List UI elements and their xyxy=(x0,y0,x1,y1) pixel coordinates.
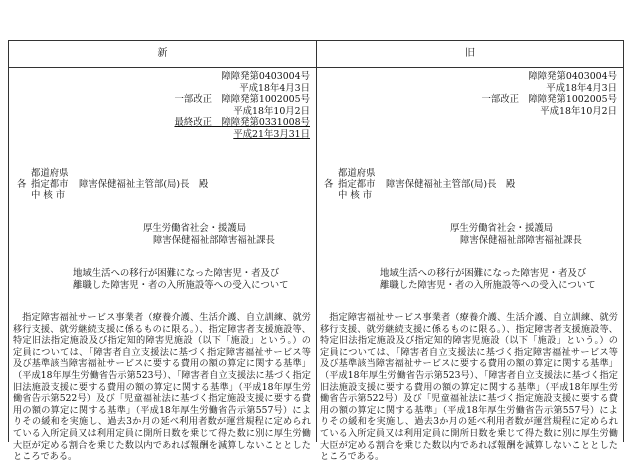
old-division: 障害保健福祉部障害福祉課長 xyxy=(460,235,582,246)
new-final-date: 平成21年3月31日 xyxy=(233,128,310,140)
old-column xyxy=(320,68,618,463)
new-column xyxy=(13,68,311,463)
header-new: 新 xyxy=(157,48,168,59)
old-addr-core: 中核市 xyxy=(338,190,376,201)
new-addr-each: 各 xyxy=(17,179,27,190)
old-addr-dept: 障害保健福祉主管部(局)長 殿 xyxy=(386,179,516,190)
comparison-table xyxy=(8,40,624,463)
new-division: 障害保健福祉部障害福祉課長 xyxy=(153,235,275,246)
new-subject-line2: 離職した障害児・者の入所施設等への受入について xyxy=(73,280,289,291)
new-body: 指定障害福祉サービス事業者（療養介護、生活介護、自立訓練、就労移行支援、就労継続支援に係るものに限る。）、指定障害者支援施設等、特定旧法指定施設及び指定知的障害児施設（以下「施設」という。）の定員については、「障害者自立支援法に基づく指定障害福祉サービス等及び基準該当障害福祉サービスに要する費用の額の算定に関する基準」（平成18年厚生労働省告示第523号）、「障害者自立支援法に基づく指定旧法施設支援に要する費用の額の算定に関する基準」（平成18年厚生労働省告示第522号）及び「児童福祉法に基づく指定施設支援に要する費用の額の算定に関する基準」（平成18年厚生労働省告示第557号）によりその緩和を実施し、過去3か月の延べ利用者数が運営規程に定められている入所定員又は利用定員に開所日数を乗じて得た数に別に厚生労働大臣が定める割合を乗じた数以内であれば報酬を減算しないこととしたところである。 xyxy=(13,312,311,463)
new-addr-core: 中核市 xyxy=(31,190,69,201)
new-amend-line: 一部改正 障障発第1002005号 xyxy=(174,94,310,105)
new-notice-number: 障障発第0403004号 xyxy=(221,71,310,82)
old-notice-date: 平成18年4月3日 xyxy=(546,82,617,94)
new-addr-dept: 障害保健福祉主管部(局)長 殿 xyxy=(79,179,209,190)
old-subject-line1: 地域生活への移行が困難になった障害児・者及び xyxy=(380,268,587,279)
new-addr-city: 指定都市 xyxy=(31,179,69,190)
old-ministry: 厚生労働省社会・援護局 xyxy=(450,223,554,234)
new-notice-header xyxy=(174,71,310,140)
old-addr-pref: 都道府県 xyxy=(338,168,376,179)
old-notice-header xyxy=(481,71,617,117)
old-amend-date: 平成18年10月2日 xyxy=(540,105,617,117)
old-body: 指定障害福祉サービス事業者（療養介護、生活介護、自立訓練、就労移行支援、就労継続支援に係るものに限る。）、指定障害者支援施設等、特定旧法指定施設及び指定知的障害児施設（以下「施設」という。）の定員については、「障害者自立支援法に基づく指定障害福祉サービス等及び基準該当障害福祉サービスに要する費用の額の算定に関する基準」（平成18年厚生労働省告示第523号）、「障害者自立支援法に基づく指定旧法施設支援に要する費用の額の算定に関する基準」（平成18年厚生労働省告示第522号）及び「児童福祉法に基づく指定施設支援に要する費用の額の算定に関する基準」（平成18年厚生労働省告示第557号）によりその緩和を実施し、過去3か月の延べ利用者数が運営規程に定められている入所定員又は利用定員に開所日数を乗じて得た数に別に厚生労働大臣が定める割合を乗じた数以内であれば報酬を減算しないこととしたところである。 xyxy=(320,312,618,463)
new-addr-pref: 都道府県 xyxy=(31,168,69,179)
old-subject-line2: 離職した障害児・者の入所施設等への受入について xyxy=(380,280,596,291)
new-notice-date: 平成18年4月3日 xyxy=(239,82,310,94)
new-amend-date: 平成18年10月2日 xyxy=(233,105,310,117)
new-final-line: 最終改正 障障発第0331008号 xyxy=(174,117,310,128)
old-addr-city: 指定都市 xyxy=(338,179,376,190)
old-amend-line: 一部改正 障障発第1002005号 xyxy=(481,94,617,105)
old-notice-number: 障障発第0403004号 xyxy=(528,71,617,82)
new-subject-line1: 地域生活への移行が困難になった障害児・者及び xyxy=(73,268,280,279)
new-ministry: 厚生労働省社会・援護局 xyxy=(143,223,247,234)
column-divider xyxy=(316,41,317,442)
header-old: 旧 xyxy=(465,48,475,59)
old-addr-each: 各 xyxy=(324,179,334,190)
